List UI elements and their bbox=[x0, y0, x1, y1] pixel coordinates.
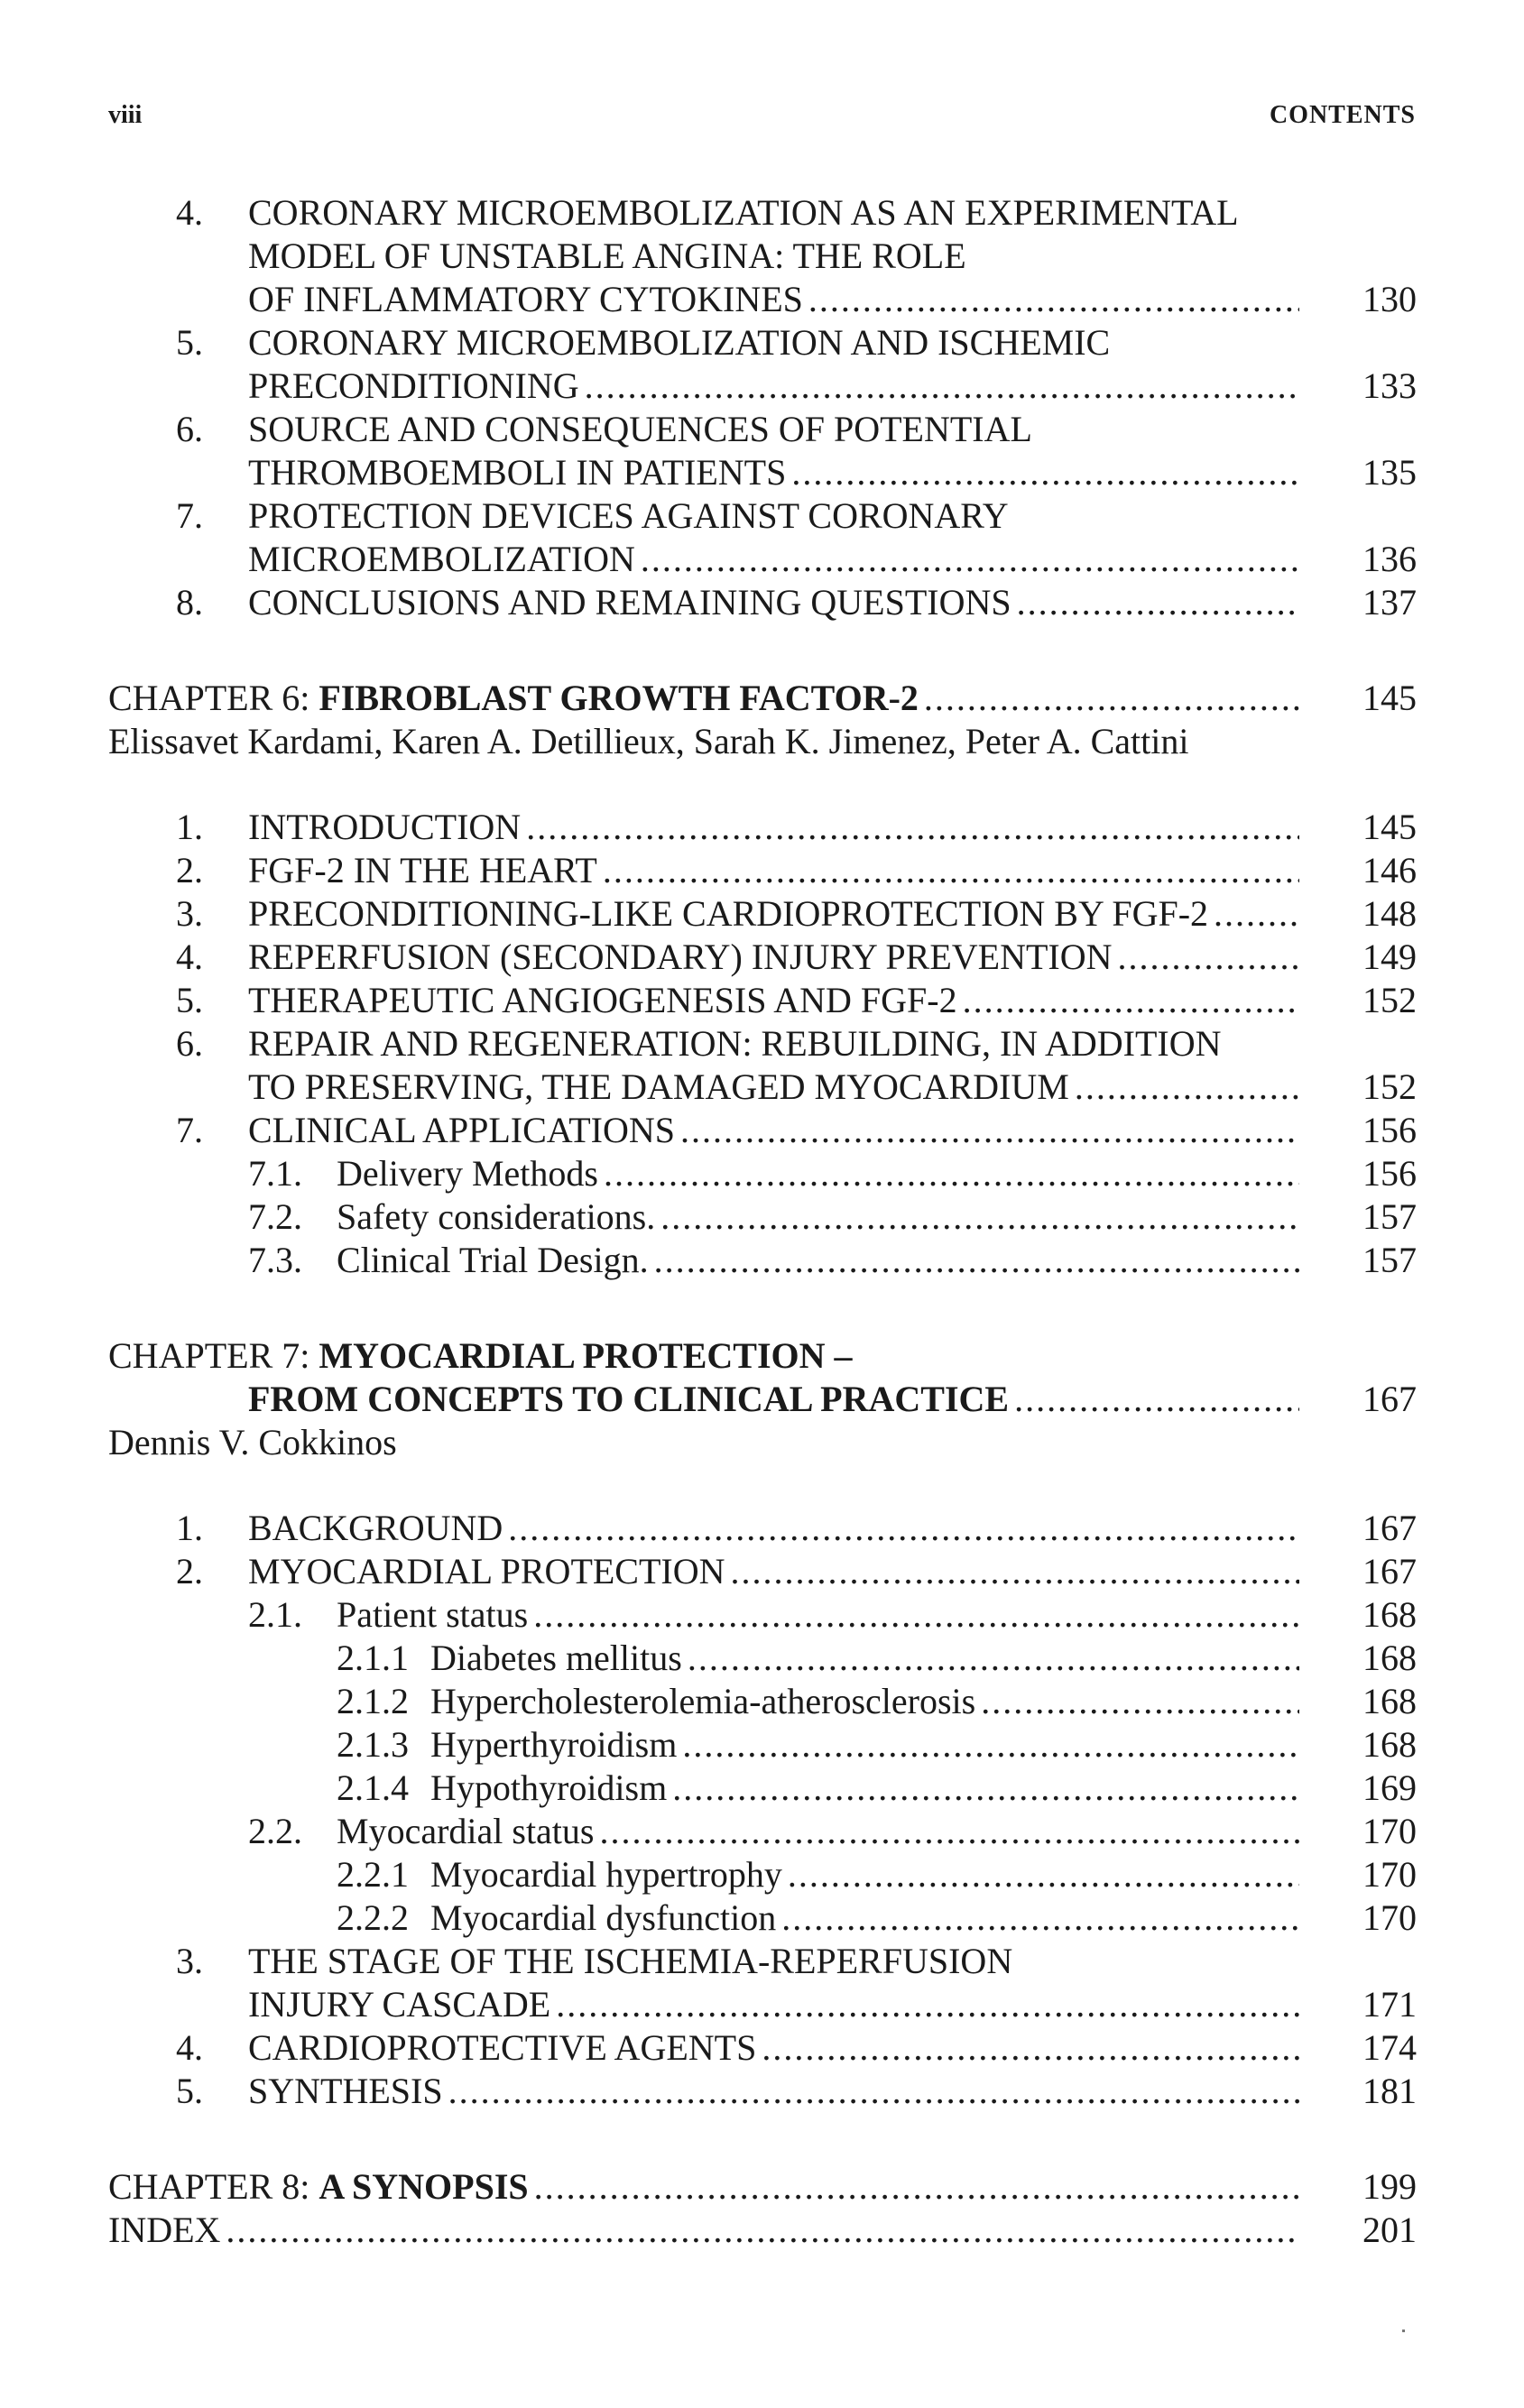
entry-title: INTRODUCTION bbox=[248, 807, 522, 847]
page-number: 201 bbox=[1362, 2210, 1417, 2250]
section-number: 5. bbox=[176, 980, 203, 1020]
page-number: 145 bbox=[1362, 678, 1417, 718]
entry-title-line bbox=[248, 321, 1299, 364]
toc-entry[interactable] bbox=[108, 849, 1417, 892]
toc-entry[interactable] bbox=[108, 806, 1417, 849]
entry-title-line bbox=[337, 1593, 1299, 1637]
section-number: 8. bbox=[176, 582, 203, 623]
chapter-title: MYOCARDIAL PROTECTION – bbox=[319, 1335, 853, 1376]
page-number: 157 bbox=[1362, 1196, 1417, 1237]
entry-title: PROTECTION DEVICES AGAINST CORONARY bbox=[248, 495, 1009, 536]
entry-title: THE STAGE OF THE ISCHEMIA-REPERFUSION bbox=[248, 1941, 1013, 1981]
page-number: 152 bbox=[1362, 1066, 1417, 1107]
entry-title: CARDIOPROTECTIVE AGENTS bbox=[248, 2027, 757, 2068]
chapter-authors: Elissavet Kardami, Karen A. Detillieux, Sarah K. Jimenez, Peter A. Cattini bbox=[108, 721, 1189, 761]
entry-title-line bbox=[248, 494, 1299, 538]
section-number: 2.1.1 bbox=[337, 1638, 409, 1678]
section-number: 2.2.2 bbox=[337, 1897, 409, 1938]
toc-entry[interactable] bbox=[108, 936, 1417, 979]
entry-title-line bbox=[248, 581, 1299, 624]
entry-title: THROMBOEMBOLI IN PATIENTS bbox=[248, 452, 787, 493]
section-number: 2. bbox=[176, 1551, 203, 1591]
entry-title-line bbox=[248, 191, 1299, 235]
entry-title: Myocardial dysfunction bbox=[430, 1897, 777, 1938]
toc-entry[interactable] bbox=[108, 1940, 1417, 1983]
entry-title-line bbox=[248, 1983, 1299, 2026]
section-number: 1. bbox=[176, 1508, 203, 1548]
entry-title-line bbox=[248, 936, 1299, 979]
entry-title-line bbox=[248, 1940, 1299, 1983]
section-spacer bbox=[108, 763, 1417, 806]
chapter-title: A SYNOPSIS bbox=[319, 2166, 529, 2207]
section-number: 7. bbox=[176, 495, 203, 536]
toc-subsubentry[interactable] bbox=[108, 1853, 1417, 1896]
entry-title-line bbox=[337, 1239, 1299, 1282]
table-of-contents bbox=[108, 191, 1417, 2252]
page-number: 168 bbox=[1362, 1681, 1417, 1721]
toc-entry[interactable] bbox=[108, 191, 1417, 235]
entry-title-line bbox=[430, 1637, 1299, 1680]
page-number: 152 bbox=[1362, 980, 1417, 1020]
entry-title-line bbox=[248, 1109, 1299, 1152]
entry-title-line bbox=[108, 2165, 1299, 2209]
page-number: 146 bbox=[1362, 850, 1417, 890]
entry-title: PRECONDITIONING-LIKE CARDIOPROTECTION BY FGF-2 bbox=[248, 893, 1209, 934]
section-number: 6. bbox=[176, 1023, 203, 1064]
entry-title-line bbox=[248, 1066, 1299, 1109]
entry-title: THERAPEUTIC ANGIOGENESIS AND FGF-2 bbox=[248, 980, 957, 1020]
entry-title-line bbox=[248, 1507, 1299, 1550]
index-entry[interactable] bbox=[108, 2209, 1417, 2252]
toc-entry[interactable] bbox=[108, 1109, 1417, 1152]
toc-entry[interactable] bbox=[108, 408, 1417, 451]
scan-speck bbox=[1402, 2330, 1405, 2332]
toc-entry-last-line[interactable] bbox=[108, 538, 1417, 581]
toc-entry[interactable] bbox=[108, 2026, 1417, 2070]
entry-title: MICROEMBOLIZATION bbox=[248, 539, 635, 579]
section-number: 4. bbox=[176, 2027, 203, 2068]
chapter-authors: Dennis V. Cokkinos bbox=[108, 1422, 397, 1462]
page-number: 156 bbox=[1362, 1153, 1417, 1194]
toc-entry[interactable] bbox=[108, 1507, 1417, 1550]
toc-entry-last-line[interactable] bbox=[108, 451, 1417, 494]
toc-subsubentry[interactable] bbox=[108, 1637, 1417, 1680]
entry-title: SOURCE AND CONSEQUENCES OF POTENTIAL bbox=[248, 409, 1032, 449]
toc-entry-last-line[interactable] bbox=[108, 278, 1417, 321]
entry-title-line bbox=[430, 1896, 1299, 1940]
running-title: CONTENTS bbox=[1269, 101, 1416, 129]
entry-title-line bbox=[248, 1550, 1299, 1593]
toc-subsubentry[interactable] bbox=[108, 1767, 1417, 1810]
entry-title: INDEX bbox=[108, 2210, 221, 2250]
entry-title-line bbox=[108, 1334, 1299, 1378]
section-number: 3. bbox=[176, 893, 203, 934]
entry-title-line bbox=[248, 451, 1299, 494]
page-number: 174 bbox=[1362, 2027, 1417, 2068]
page-number: 169 bbox=[1362, 1767, 1417, 1808]
entry-title: Clinical Trial Design. bbox=[337, 1240, 649, 1280]
entry-title-line bbox=[430, 1723, 1299, 1767]
section-number: 2.1.4 bbox=[337, 1767, 409, 1808]
section-number: 2. bbox=[176, 850, 203, 890]
entry-title-line bbox=[337, 1152, 1299, 1195]
section-number: 2.1.3 bbox=[337, 1724, 409, 1765]
page-number: 148 bbox=[1362, 893, 1417, 934]
page-number: 133 bbox=[1362, 365, 1417, 406]
entry-title bbox=[108, 678, 919, 718]
entry-title bbox=[108, 2166, 529, 2207]
page-number: 136 bbox=[1362, 539, 1417, 579]
entry-title-line bbox=[108, 677, 1299, 720]
page-number: 199 bbox=[1362, 2166, 1417, 2207]
toc-entry-last-line[interactable] bbox=[108, 1066, 1417, 1109]
toc-entry-last-line[interactable] bbox=[108, 1983, 1417, 2026]
toc-subsubentry[interactable] bbox=[108, 1680, 1417, 1723]
entry-title-line bbox=[248, 538, 1299, 581]
entry-title: Safety considerations. bbox=[337, 1196, 656, 1237]
toc-entry-continued bbox=[108, 235, 1417, 278]
entry-title: CONCLUSIONS AND REMAINING QUESTIONS bbox=[248, 582, 1011, 623]
section-number: 3. bbox=[176, 1941, 203, 1981]
entry-title: Hypercholesterolemia-atherosclerosis bbox=[430, 1681, 976, 1721]
entry-title: Hypothyroidism bbox=[430, 1767, 668, 1808]
entry-title-line bbox=[248, 806, 1299, 849]
toc-subentry[interactable] bbox=[108, 1593, 1417, 1637]
chapter-title: FIBROBLAST GROWTH FACTOR-2 bbox=[319, 678, 919, 718]
entry-title bbox=[108, 1335, 853, 1376]
entry-title: FGF-2 IN THE HEART bbox=[248, 850, 597, 890]
entry-title: Myocardial status bbox=[337, 1811, 595, 1851]
entry-title-continued: MODEL OF UNSTABLE ANGINA: THE ROLE bbox=[248, 235, 966, 276]
entry-title-line bbox=[248, 1378, 1299, 1421]
toc-entry[interactable] bbox=[108, 1022, 1417, 1066]
page-number: 168 bbox=[1362, 1724, 1417, 1765]
chapter-heading[interactable] bbox=[108, 677, 1417, 720]
toc-subentry[interactable] bbox=[108, 1152, 1417, 1195]
entry-title-line bbox=[430, 1767, 1299, 1810]
page-number: 130 bbox=[1362, 279, 1417, 319]
entry-title: MYOCARDIAL PROTECTION bbox=[248, 1551, 725, 1591]
page-number: 157 bbox=[1362, 1240, 1417, 1280]
entry-title-line bbox=[248, 408, 1299, 451]
entry-title: REPERFUSION (SECONDARY) INJURY PREVENTION bbox=[248, 936, 1113, 977]
entry-title-line bbox=[248, 892, 1299, 936]
entry-title-line bbox=[248, 278, 1299, 321]
section-number: 2.2. bbox=[248, 1811, 302, 1851]
toc-entry[interactable] bbox=[108, 321, 1417, 364]
toc-entry-last-line[interactable] bbox=[108, 364, 1417, 408]
page-number: 170 bbox=[1362, 1854, 1417, 1895]
section-spacer bbox=[108, 1464, 1417, 1507]
entry-title: CLINICAL APPLICATIONS bbox=[248, 1110, 675, 1150]
page-number: 170 bbox=[1362, 1811, 1417, 1851]
section-number: 7.3. bbox=[248, 1240, 302, 1280]
section-number: 2.1. bbox=[248, 1594, 302, 1635]
running-header bbox=[108, 101, 1416, 137]
section-number: 2.2.1 bbox=[337, 1854, 409, 1895]
toc-subentry[interactable] bbox=[108, 1810, 1417, 1853]
toc-entry[interactable] bbox=[108, 494, 1417, 538]
entry-title-line bbox=[337, 1195, 1299, 1239]
toc-entry[interactable] bbox=[108, 979, 1417, 1022]
entry-title: REPAIR AND REGENERATION: REBUILDING, IN ADDITION bbox=[248, 1023, 1222, 1064]
toc-subsubentry[interactable] bbox=[108, 1723, 1417, 1767]
page-number: 181 bbox=[1362, 2071, 1417, 2111]
entry-title-line bbox=[430, 1680, 1299, 1723]
section-number: 7.2. bbox=[248, 1196, 302, 1237]
chapter-heading-continued[interactable] bbox=[108, 1378, 1417, 1421]
toc-subsubentry[interactable] bbox=[108, 1896, 1417, 1940]
page-number: 171 bbox=[1362, 1984, 1417, 2025]
entry-title: BACKGROUND bbox=[248, 1508, 503, 1548]
section-number: 7.1. bbox=[248, 1153, 302, 1194]
section-number: 7. bbox=[176, 1110, 203, 1150]
entry-title-line bbox=[248, 849, 1299, 892]
section-number: 5. bbox=[176, 322, 203, 363]
toc-entry[interactable] bbox=[108, 2070, 1417, 2113]
entry-title: OF INFLAMMATORY CYTOKINES bbox=[248, 279, 803, 319]
page-number: 135 bbox=[1362, 452, 1417, 493]
entry-title-line bbox=[248, 2070, 1299, 2113]
entry-title-line bbox=[108, 2209, 1299, 2252]
toc-entry[interactable] bbox=[108, 1550, 1417, 1593]
section-number: 6. bbox=[176, 409, 203, 449]
page-number: 168 bbox=[1362, 1594, 1417, 1635]
section-spacer bbox=[108, 624, 1417, 677]
entry-title: CORONARY MICROEMBOLIZATION AND ISCHEMIC bbox=[248, 322, 1111, 363]
section-spacer bbox=[108, 2113, 1417, 2165]
page-number: 149 bbox=[1362, 936, 1417, 977]
entry-title: CORONARY MICROEMBOLIZATION AS AN EXPERIMENTAL bbox=[248, 192, 1239, 233]
entry-title-line bbox=[430, 1853, 1299, 1896]
page-number: 168 bbox=[1362, 1638, 1417, 1678]
entry-title: PRECONDITIONING bbox=[248, 365, 579, 406]
chapter-label: CHAPTER 8: bbox=[108, 2166, 319, 2207]
section-spacer bbox=[108, 1282, 1417, 1334]
chapter-label: CHAPTER 7: bbox=[108, 1335, 319, 1376]
entry-title: Delivery Methods bbox=[337, 1153, 598, 1194]
section-number: 4. bbox=[176, 936, 203, 977]
chapter-heading[interactable] bbox=[108, 2165, 1417, 2209]
toc-entry[interactable] bbox=[108, 581, 1417, 624]
page-number: 156 bbox=[1362, 1110, 1417, 1150]
entry-title-line bbox=[248, 2026, 1299, 2070]
toc-subentry[interactable] bbox=[108, 1239, 1417, 1282]
section-number: 5. bbox=[176, 2071, 203, 2111]
toc-subentry[interactable] bbox=[108, 1195, 1417, 1239]
entry-title-line bbox=[248, 1022, 1299, 1066]
page-number: 167 bbox=[1362, 1551, 1417, 1591]
page-number: 167 bbox=[1362, 1379, 1417, 1419]
chapter-title-continued: FROM CONCEPTS TO CLINICAL PRACTICE bbox=[248, 1379, 1010, 1419]
page-number: 167 bbox=[1362, 1508, 1417, 1548]
chapter-label: CHAPTER 6: bbox=[108, 678, 319, 718]
entry-title: Hyperthyroidism bbox=[430, 1724, 678, 1765]
entry-title: Diabetes mellitus bbox=[430, 1638, 682, 1678]
entry-title: Myocardial hypertrophy bbox=[430, 1854, 782, 1895]
section-number: 1. bbox=[176, 807, 203, 847]
page-label: viii bbox=[108, 101, 143, 129]
entry-title: INJURY CASCADE bbox=[248, 1984, 551, 2025]
toc-entry[interactable] bbox=[108, 892, 1417, 936]
section-number: 2.1.2 bbox=[337, 1681, 409, 1721]
page-number: 145 bbox=[1362, 807, 1417, 847]
page-number: 137 bbox=[1362, 582, 1417, 623]
entry-title-line bbox=[248, 979, 1299, 1022]
entry-title-line bbox=[337, 1810, 1299, 1853]
entry-title: TO PRESERVING, THE DAMAGED MYOCARDIUM bbox=[248, 1066, 1069, 1107]
page-number: 170 bbox=[1362, 1897, 1417, 1938]
section-number: 4. bbox=[176, 192, 203, 233]
entry-title-line bbox=[248, 364, 1299, 408]
entry-title: Patient status bbox=[337, 1594, 529, 1635]
chapter-heading[interactable] bbox=[108, 1334, 1417, 1378]
entry-title: SYNTHESIS bbox=[248, 2071, 443, 2111]
